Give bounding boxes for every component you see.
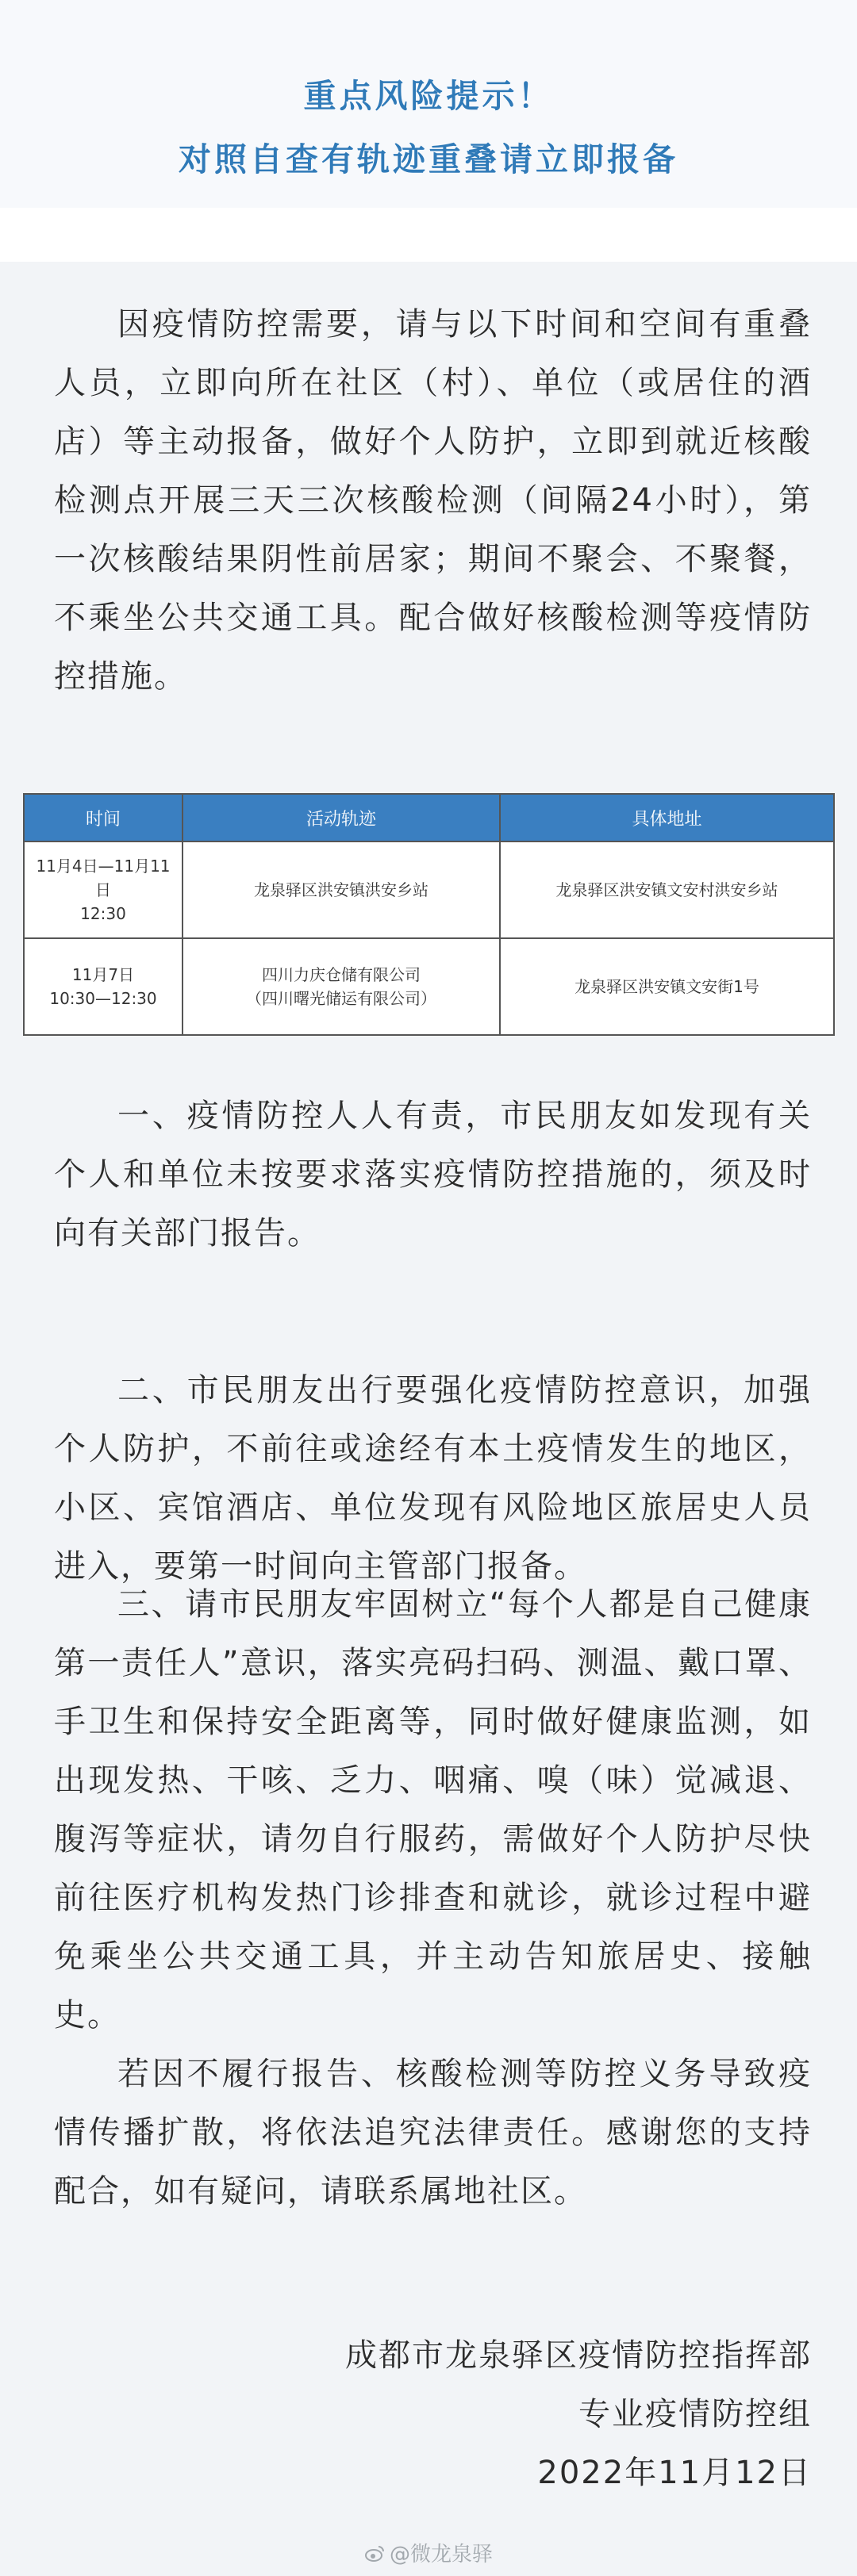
point-paragraph-2: 二、市民朋友出行要强化疫情防控意识，加强个人防护，不前往或途经有本土疫情发生的地区，小区、宾馆酒店、单位发现有风险地区旅居史人员进入，要第一时间向主管部门报备。 xyxy=(54,1372,812,1585)
point-paragraph-3: 三、请市民朋友牢固树立“每个人都是自己健康第一责任人”意识，落实亮码扫码、测温、戴口罩、手卫生和保持安全距离等，同时做好健康监测，如出现发热、干咳、乏力、咽痛、嗅（味）觉减退、腹泻等症状，请勿自行服药，需做好个人防护尽快前往医疗机构发热门诊排查和就诊，就诊过程中避免乘坐公共交通工具，并主动告知旅居史、接触史。 xyxy=(54,1586,812,2034)
notice-header xyxy=(0,0,857,208)
time-range: 11月4日—11月11日 xyxy=(36,857,171,899)
time-range: 11月7日 xyxy=(71,965,135,984)
header-subtitle: 对照自查有轨迹重叠请立即报备 xyxy=(179,140,678,178)
cell-track xyxy=(183,938,500,1035)
cell-time xyxy=(24,938,183,1035)
weibo-icon xyxy=(364,2543,385,2564)
intro-paragraph: 因疫情防控需要，请与以下时间和空间有重叠人员，立即向所在社区（村）、单位（或居住的酒店）等主动报备，做好个人防护，立即到就近核酸检测点开展三天三次核酸检测（间隔24小时），第一次核酸结果阴性前居家；期间不聚会、不聚餐，不乘坐公共交通工具。配合做好核酸检测等疫情防控措施。 xyxy=(54,306,812,695)
track-alias: （四川曙光储运有限公司） xyxy=(246,989,436,1008)
signature-group: 专业疫情防控组 xyxy=(578,2396,812,2432)
closing-paragraph: 若因不履行报告、核酸检测等防控义务导致疫情传播扩散，将依法追究法律责任。感谢您的支持配合，如有疑问，请联系属地社区。 xyxy=(54,2056,812,2210)
cell-address: 龙泉驿区洪安镇文安街1号 xyxy=(500,938,834,1035)
watermark-text: @微龙泉驿 xyxy=(389,2543,493,2566)
track-name: 四川力庆仓储有限公司 xyxy=(262,965,421,984)
cell-address: 龙泉驿区洪安镇文安村洪安乡站 xyxy=(500,841,834,938)
signature-org: 成都市龙泉驿区疫情防控指挥部 xyxy=(345,2337,812,2374)
table-row xyxy=(24,938,834,1035)
table-header-row xyxy=(24,794,834,841)
watermark xyxy=(0,2538,857,2567)
trace-table xyxy=(23,793,835,1036)
signature-date: 2022年11月12日 xyxy=(537,2455,812,2491)
column-header-time: 时间 xyxy=(24,794,183,841)
track-name: 龙泉驿区洪安镇洪安乡站 xyxy=(254,880,428,899)
point-paragraph-1: 一、疫情防控人人有责，市民朋友如发现有关个人和单位未按要求落实疫情防控措施的，须及时向有关部门报告。 xyxy=(54,1098,812,1252)
column-header-address: 具体地址 xyxy=(500,794,834,841)
cell-track xyxy=(183,841,500,938)
table-row xyxy=(24,841,834,938)
time-clock: 12:30 xyxy=(80,904,126,923)
cell-time xyxy=(24,841,183,938)
header-title: 重点风险提示！ xyxy=(303,77,554,115)
time-clock: 10:30—12:30 xyxy=(49,989,157,1008)
column-header-track: 活动轨迹 xyxy=(183,794,500,841)
